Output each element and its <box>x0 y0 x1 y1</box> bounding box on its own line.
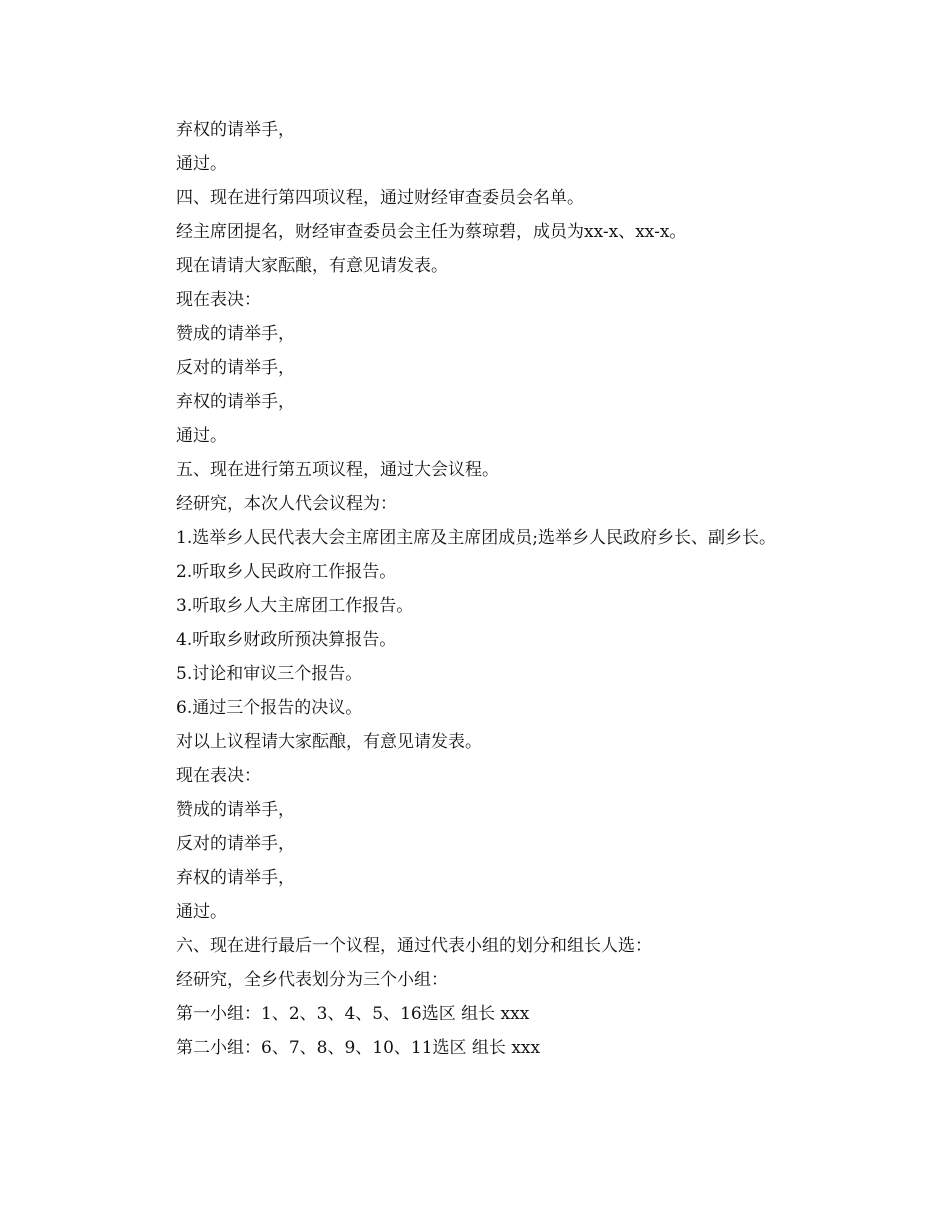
document-body <box>142 113 817 1065</box>
paragraph-abstain-2: 弃权的请举手， <box>176 392 295 412</box>
paragraph-passed-3: 通过。 <box>176 902 227 922</box>
paragraph-agenda-item-4: 四、现在进行第四项议程，通过财经审查委员会名单。 <box>176 188 584 208</box>
paragraph-discuss-1: 现在请请大家酝酿，有意见请发表。 <box>176 256 448 276</box>
agenda-list-item-5: 5.讨论和审议三个报告。 <box>176 664 363 684</box>
paragraph-agenda-item-5: 五、现在进行第五项议程，通过大会议程。 <box>176 460 499 480</box>
paragraph-approve-2: 赞成的请举手， <box>176 800 295 820</box>
paragraph-vote-1: 现在表决： <box>176 290 261 310</box>
agenda-list-item-4: 4.听取乡财政所预决算报告。 <box>176 630 397 650</box>
paragraph-vote-2: 现在表决： <box>176 766 261 786</box>
agenda-list-item-6: 6.通过三个报告的决议。 <box>176 698 363 718</box>
paragraph-oppose-2: 反对的请举手， <box>176 834 295 854</box>
paragraph-passed-1: 通过。 <box>176 154 227 174</box>
paragraph-abstain-1: 弃权的请举手， <box>176 120 295 140</box>
paragraph-oppose-1: 反对的请举手， <box>176 358 295 378</box>
paragraph-approve-1: 赞成的请举手， <box>176 324 295 344</box>
paragraph-abstain-3: 弃权的请举手， <box>176 868 295 888</box>
group-item-2: 第二小组：6、7、8、9、10、11选区 组长 xxx <box>176 1038 541 1058</box>
paragraph-discuss-2: 对以上议程请大家酝酿，有意见请发表。 <box>176 732 482 752</box>
paragraph-passed-2: 通过。 <box>176 426 227 446</box>
paragraph-agenda-intro: 经研究，本次人代会议程为： <box>176 494 397 514</box>
agenda-list-item-1: 1.选举乡人民代表大会主席团主席及主席团成员;选举乡人民政府乡长、副乡长。 <box>176 528 776 548</box>
paragraph-groups-intro: 经研究，全乡代表划分为三个小组： <box>176 970 448 990</box>
group-item-1: 第一小组：1、2、3、4、5、16选区 组长 xxx <box>176 1004 530 1024</box>
agenda-list-item-2: 2.听取乡人民政府工作报告。 <box>176 562 397 582</box>
agenda-list-item-3: 3.听取乡人大主席团工作报告。 <box>176 596 414 616</box>
paragraph-finance-committee: 经主席团提名，财经审查委员会主任为蔡琼碧，成员为xx-x、xx-x。 <box>176 222 687 242</box>
paragraph-agenda-item-6: 六、现在进行最后一个议程，通过代表小组的划分和组长人选： <box>176 936 652 956</box>
